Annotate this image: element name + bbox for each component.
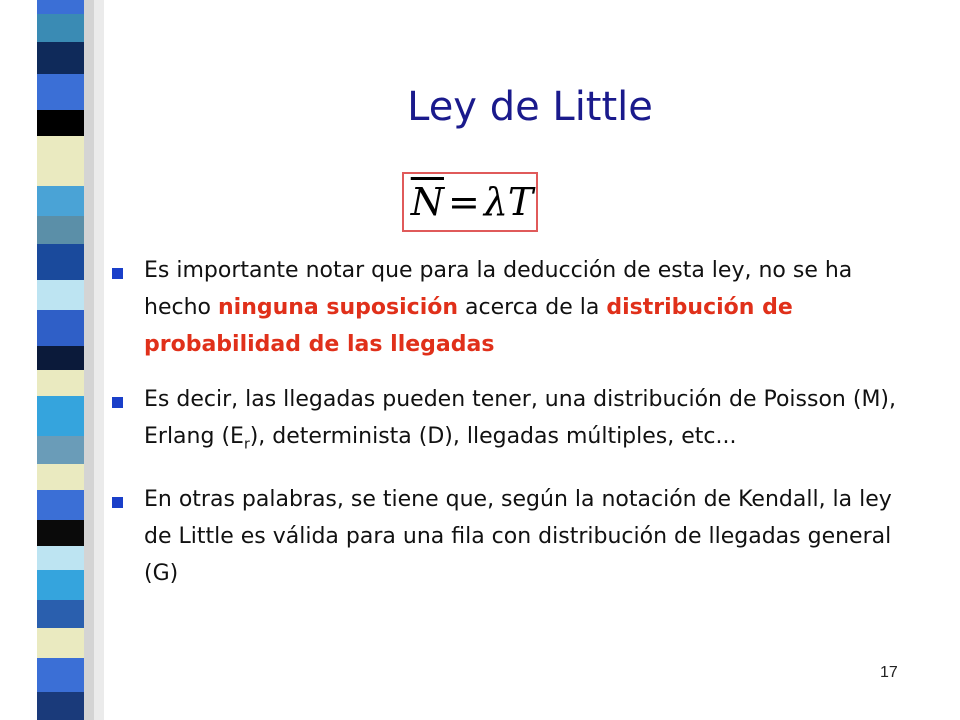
stripe-block bbox=[37, 14, 84, 42]
bullet-item bbox=[108, 381, 898, 463]
page-number: 17 bbox=[880, 664, 898, 681]
stripe-block bbox=[37, 346, 84, 370]
stripe-block bbox=[37, 396, 84, 436]
bullet-square-icon bbox=[112, 497, 123, 508]
highlighted-text: ninguna suposición bbox=[217, 295, 459, 320]
formula-equals: = bbox=[447, 180, 480, 224]
highlighted-text: distribución de probabilidad de las llegadas bbox=[144, 295, 793, 357]
stripe-block bbox=[37, 436, 84, 464]
stripe-block bbox=[37, 370, 84, 396]
bullet-item bbox=[108, 252, 898, 363]
bullet-square-icon bbox=[112, 397, 123, 408]
bullet-square-icon bbox=[112, 268, 123, 279]
stripe-block bbox=[37, 280, 84, 310]
little-formula bbox=[404, 180, 540, 224]
stripe-block bbox=[37, 464, 84, 490]
bullet-text: Es decir, las llegadas pueden tener, una distribución de Poisson (M), Erlang (E bbox=[144, 387, 897, 449]
stripe-block bbox=[37, 600, 84, 628]
bullet-text: En otras palabras, se tiene que, según la notación de Kendall, la ley de Little es válida para una fila con distribución de llegadas general (G) bbox=[144, 487, 892, 587]
formula-lhs: $\overline{N}$ bbox=[410, 180, 444, 224]
formula-box bbox=[402, 172, 538, 232]
bullet-list bbox=[108, 252, 898, 610]
formula-rhs: λT bbox=[483, 180, 534, 224]
stripe-block bbox=[37, 658, 84, 692]
stripe-block bbox=[37, 42, 84, 74]
bullet-item bbox=[108, 481, 898, 592]
bullet-text: acerca de la bbox=[458, 295, 607, 320]
stripe-block bbox=[37, 490, 84, 520]
stripe-block bbox=[37, 216, 84, 244]
stripe-block bbox=[37, 570, 84, 600]
stripe-block bbox=[37, 244, 84, 280]
stripe-block bbox=[37, 628, 84, 658]
stripe-block bbox=[37, 546, 84, 570]
bullet-text: Es importante notar que para la deducción de esta ley, no se ha hecho bbox=[144, 258, 853, 320]
stripe-block bbox=[37, 0, 84, 14]
slide-title: Ley de Little bbox=[407, 84, 653, 130]
stripe-block bbox=[37, 520, 84, 546]
stripe-block bbox=[37, 692, 84, 720]
bullet-text: ), determinista (D), llegadas múltiples, etc... bbox=[249, 424, 737, 449]
stripe-block bbox=[37, 136, 84, 186]
stripe-block bbox=[37, 310, 84, 346]
stripe-block bbox=[37, 186, 84, 216]
bullet-text: r bbox=[243, 436, 250, 453]
